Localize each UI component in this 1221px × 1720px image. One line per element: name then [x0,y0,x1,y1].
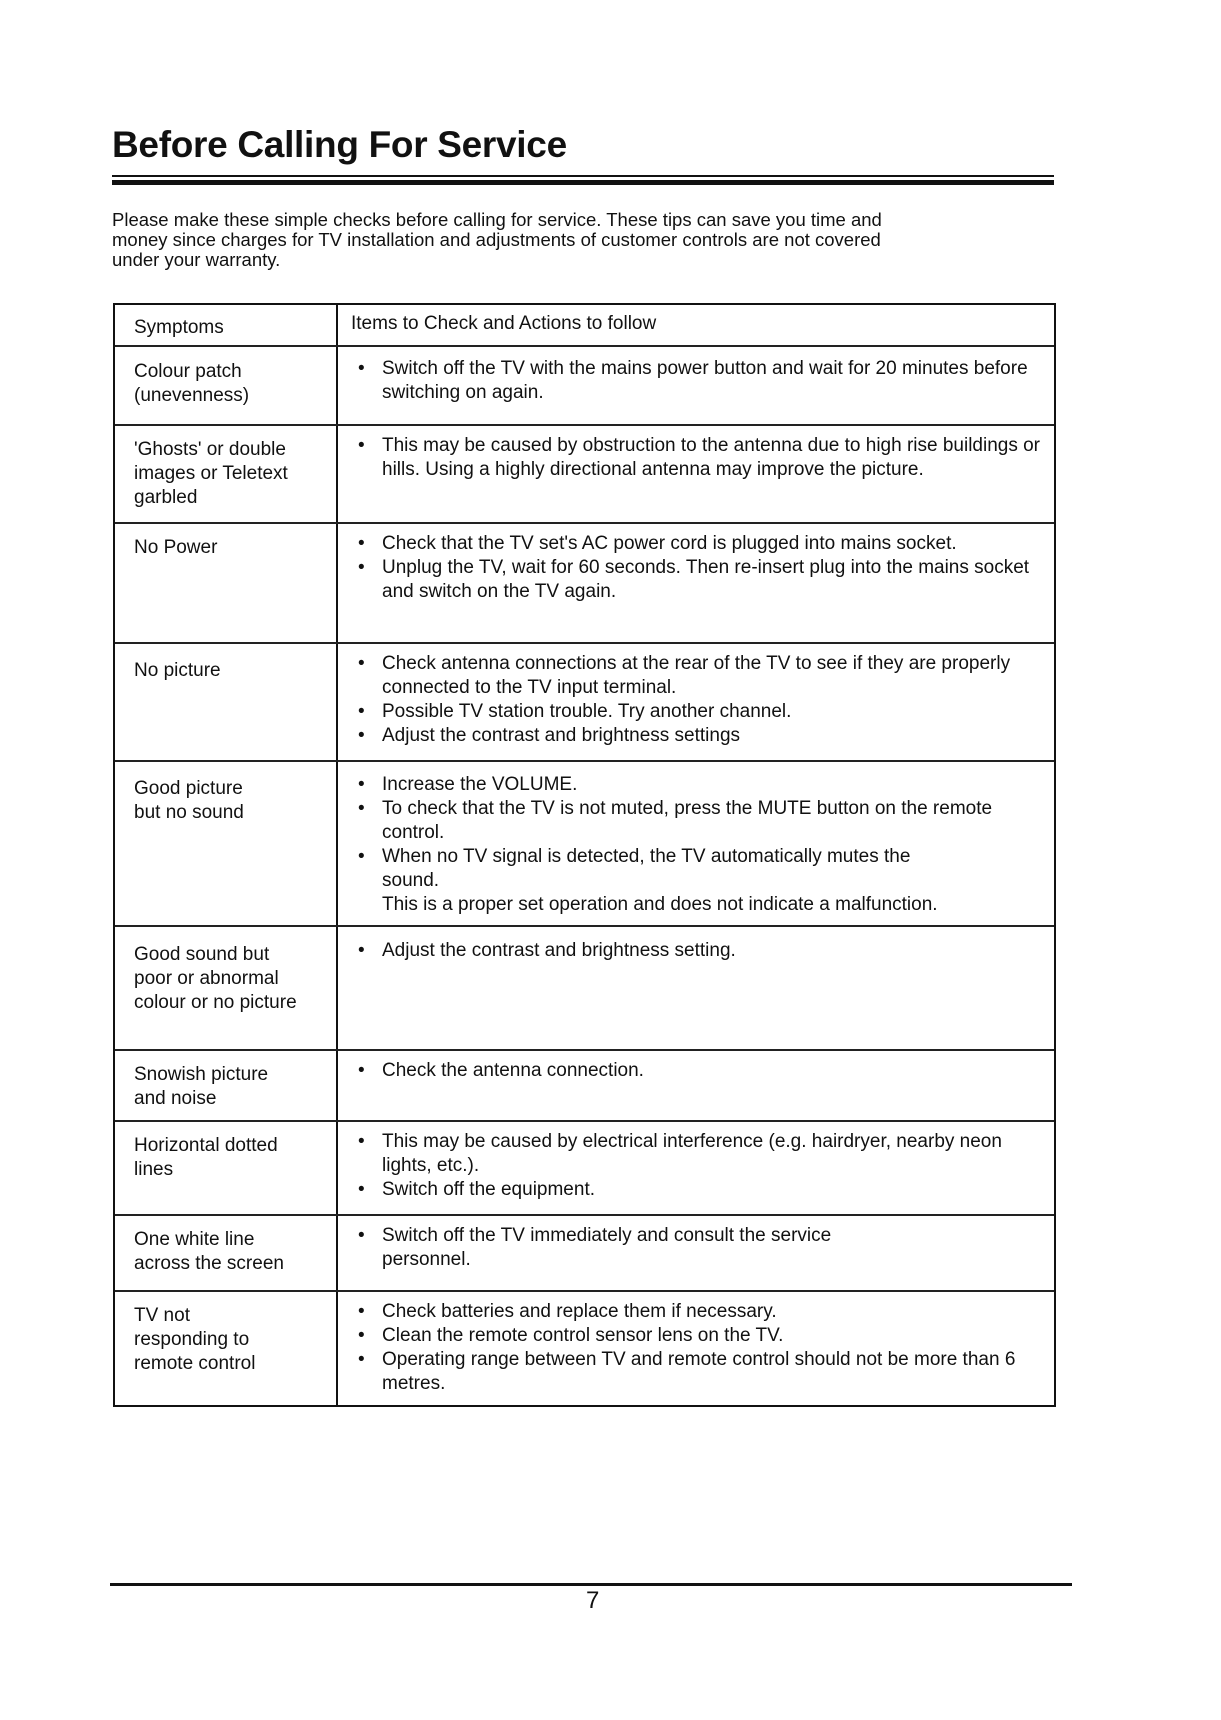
symptom-cell: One white line across the screen [134,1229,284,1274]
actions-cell [355,652,1042,748]
bullet-icon: • [358,435,365,456]
action-item: • To check that the TV is not muted, press the MUTE button on the remote control. [358,798,993,843]
table-row [115,345,1054,424]
actions-cell [355,1059,1042,1083]
action-item: • Check that the TV set's AC power cord is plugged into mains socket. [358,533,957,554]
bullet-icon: • [358,725,365,746]
bullet-icon: • [358,653,365,674]
action-item: • This may be caused by electrical interference (e.g. hairdryer, nearby neon lights, etc.). [358,1131,1002,1176]
troubleshooting-table [113,303,1056,1407]
bullet-icon: • [358,846,365,867]
table-row [115,1214,1054,1290]
intro-line: money since charges for TV installation and adjustments of customer controls are not covered [112,229,881,250]
table-row [115,1290,1054,1405]
table-row [115,642,1054,760]
table-row [115,1049,1054,1120]
action-item: • This may be caused by obstruction to the antenna due to high rise buildings or hills. Using a highly directional antenna may improve the picture. [358,435,1041,480]
action-note: This is a proper set operation and does not indicate a malfunction. [382,894,938,915]
bullet-icon: • [358,774,365,795]
action-item: • Adjust the contrast and brightness settings [358,725,741,746]
bullet-icon: • [358,358,365,379]
actions-cell [355,939,1042,963]
action-item: • Increase the VOLUME. [358,774,578,795]
bullet-icon: • [358,557,365,578]
action-item: • Switch off the TV immediately and consult the service personnel. [358,1225,832,1270]
bullet-icon: • [358,798,365,819]
actions-cell [355,1130,1042,1202]
table-header-row [115,305,1054,345]
intro-paragraph [112,210,1072,270]
actions-cell [355,357,1042,405]
bullet-icon: • [358,533,365,554]
intro-line: under your warranty. [112,249,281,270]
actions-cell [355,1300,1042,1396]
action-item: • Adjust the contrast and brightness setting. [358,940,736,961]
action-item: • Operating range between TV and remote control should not be more than 6 metres. [358,1349,1016,1394]
actions-cell [355,532,1042,604]
bullet-icon: • [358,1301,365,1322]
action-item: • Check batteries and replace them if necessary. [358,1301,777,1322]
symptom-cell: Good sound but poor or abnormal colour or no picture [134,944,297,1013]
actions-cell [355,773,1042,917]
symptom-cell: Good picture but no sound [134,778,244,823]
symptom-cell: TV not responding to remote control [134,1305,256,1374]
symptom-cell: Snowish picture and noise [134,1064,269,1109]
actions-cell [355,1224,1042,1272]
action-item: • Clean the remote control sensor lens on the TV. [358,1325,784,1346]
bullet-icon: • [358,701,365,722]
bullet-icon: • [358,1225,365,1246]
action-item: • Possible TV station trouble. Try another channel. [358,701,792,722]
action-item: • Switch off the equipment. [358,1179,595,1200]
intro-line: Please make these simple checks before calling for service. These tips can save you time and [112,209,882,230]
bullet-icon: • [358,1131,365,1152]
page-number: 7 [586,1587,600,1614]
title-rule-thick [112,180,1054,185]
bullet-icon: • [358,1060,365,1081]
table-row [115,925,1054,1049]
bullet-icon: • [358,940,365,961]
table-row [115,760,1054,925]
table-row [115,424,1054,522]
table-row [115,1120,1054,1214]
symptom-cell: 'Ghosts' or double images or Teletext garbled [134,439,288,508]
symptom-cell: Horizontal dotted lines [134,1135,278,1180]
action-item: • Check the antenna connection. [358,1060,644,1081]
header-actions: Items to Check and Actions to follow [351,313,657,334]
header-symptoms: Symptoms [134,317,224,338]
page-title: Before Calling For Service [112,124,567,165]
footer-rule [110,1583,1072,1586]
symptom-cell: Colour patch (unevenness) [134,361,250,406]
bullet-icon: • [358,1325,365,1346]
symptom-cell: No picture [134,660,221,681]
action-item: • Check antenna connections at the rear of the TV to see if they are properly connected to the TV input terminal. [358,653,1011,698]
table-row [115,522,1054,642]
action-item: • When no TV signal is detected, the TV automatically mutes the sound. [358,846,911,891]
actions-cell [355,434,1042,482]
bullet-icon: • [358,1179,365,1200]
symptom-cell: No Power [134,537,218,558]
action-item: • Unplug the TV, wait for 60 seconds. Then re-insert plug into the mains socket and switch on the TV again. [358,557,1030,602]
bullet-icon: • [358,1349,365,1370]
title-rule-thin [112,175,1054,177]
action-item: • Switch off the TV with the mains power button and wait for 20 minutes before switching on again. [358,358,1028,403]
